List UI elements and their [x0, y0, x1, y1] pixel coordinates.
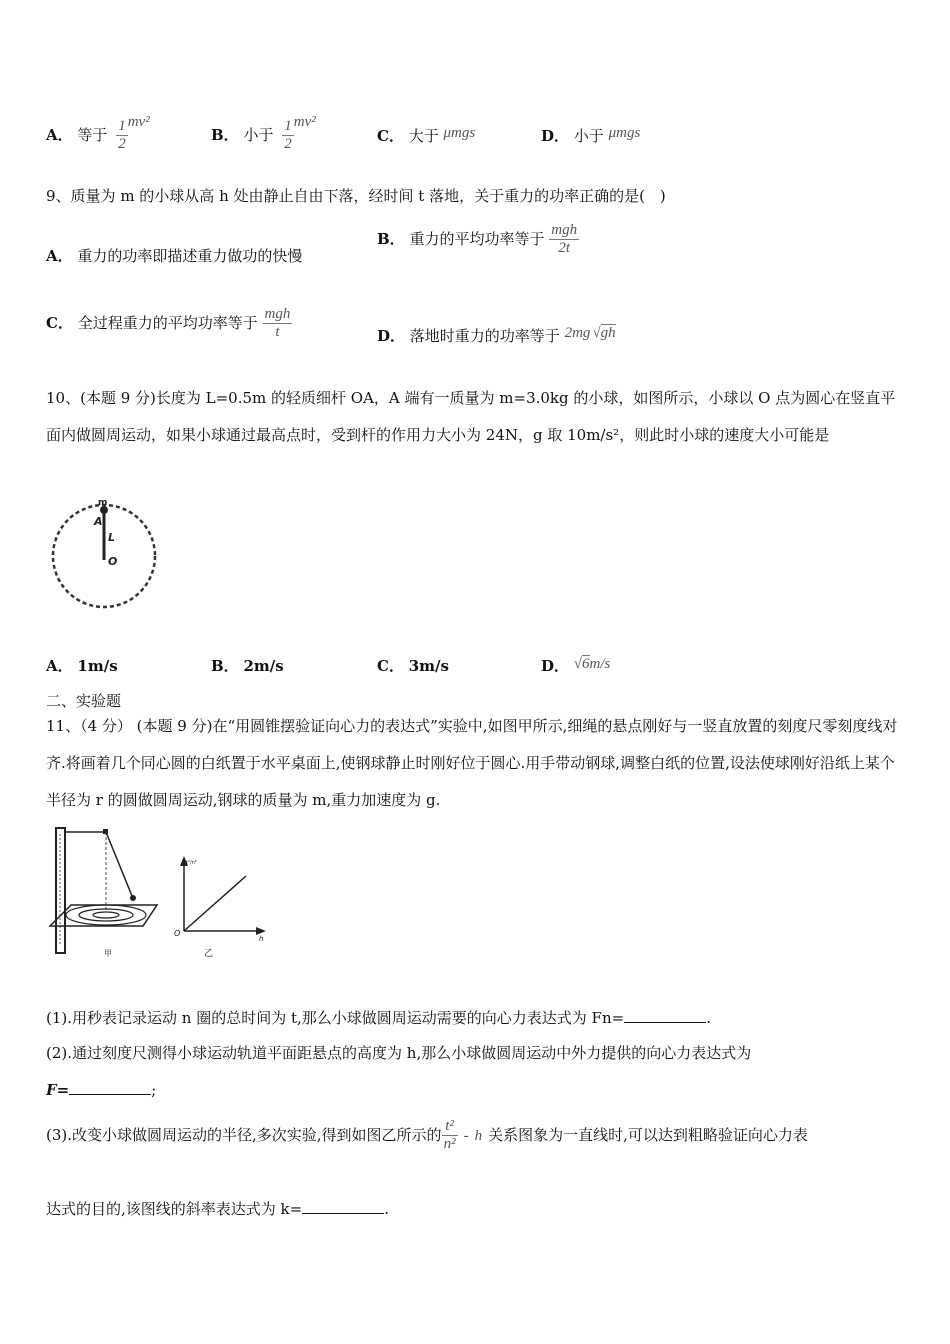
- fraction: [442, 1118, 458, 1154]
- q11-figures: [46, 826, 281, 961]
- fraction-denominator: 2t: [549, 239, 579, 257]
- q10-option-b: [211, 655, 284, 676]
- option-text: 大于: [408, 127, 439, 145]
- q11-sub3-cont: [46, 1198, 389, 1219]
- label-jia: 甲: [104, 949, 112, 958]
- label-l: L: [108, 531, 116, 544]
- math-expression: mv²: [127, 113, 150, 130]
- option-label: B．: [377, 229, 405, 248]
- sub-question-text: 达式的目的,该图线的斜率表达式为 k=: [46, 1200, 303, 1218]
- fraction-numerator: 1: [284, 118, 292, 134]
- sub-question-text: F=: [46, 1081, 70, 1099]
- option-label: D．: [377, 327, 406, 345]
- option-label: B．: [211, 125, 239, 144]
- q8-option-b: [211, 113, 316, 154]
- fraction-denominator: 2: [118, 136, 126, 153]
- q10-option-c: [377, 655, 449, 676]
- plot-line: [184, 876, 246, 931]
- unit: m/s: [589, 656, 611, 672]
- math-expression: mv²: [293, 113, 316, 130]
- fraction-denominator: n²: [443, 1136, 456, 1153]
- option-label: A．: [46, 247, 73, 265]
- option-text: 1m/s: [77, 657, 118, 675]
- x-axis-arrow: [256, 927, 266, 935]
- fraction-numerator: mgh: [551, 222, 578, 238]
- q11-stem: [46, 708, 906, 819]
- option-label: C．: [377, 127, 404, 145]
- punct: ;: [151, 1081, 157, 1099]
- q8-option-d: [541, 125, 640, 146]
- punct: .: [384, 1200, 389, 1218]
- question-stem: （4 分） (本题 9 分)在“用圆锥摆验证向心力的表达式”实验中,如图甲所示,细绳的悬点刚好与一竖直放置的刻度尺零刻度线对齐.将画着几个同心圆的白纸置于水平桌面上,使钢球静止时刚好位于圆心.用手带动钢球,调整白纸的位置,设法使球刚好沿纸上某个半径为 r 的圆做圆周运动,钢球的质量为 m,重力加速度为 g.: [46, 717, 898, 809]
- q9-option-c: [46, 306, 292, 342]
- circle-middle: [79, 909, 133, 921]
- fraction-numerator: t²: [445, 1118, 454, 1134]
- fraction: [282, 118, 294, 154]
- steel-ball: [130, 895, 136, 901]
- option-label: D．: [541, 127, 570, 145]
- q10-stem: [46, 380, 906, 454]
- question-number: 9、: [46, 187, 71, 205]
- origin-label: O: [174, 929, 181, 938]
- option-text: 全过程重力的平均功率等于: [77, 313, 258, 332]
- option-text: 3m/s: [408, 657, 449, 675]
- q9-option-a: [46, 245, 302, 266]
- q8-option-c: [377, 125, 475, 146]
- q10-figure: [46, 495, 164, 613]
- question-number: 11、: [46, 717, 81, 735]
- fraction-denominator: t: [263, 323, 293, 341]
- math-expression: 2mg: [564, 325, 591, 341]
- x-axis-label: h: [259, 935, 264, 943]
- option-text: 落地时重力的功率等于: [409, 327, 560, 345]
- section-title-text: 二、实验题: [46, 692, 122, 710]
- fraction-numerator: 1: [118, 118, 126, 134]
- q11-sub3: [46, 1118, 808, 1154]
- question-stem: (本题 9 分)长度为 L=0.5m 的轻质细杆 OA，A 端有一质量为 m=3.0kg 的小球，如图所示，小球以 O 点为圆心在竖直平面内做圆周运动，如果小球通过最高点时，受到杆的作用力大小为 24N，g 取 10m/s²，则此时小球的速度大小可能是: [46, 389, 896, 444]
- fraction-denominator: 2: [284, 136, 292, 153]
- option-label: A．: [46, 657, 73, 675]
- label-a: A: [94, 515, 103, 528]
- option-label: D．: [541, 657, 570, 675]
- sub-question-text: (3).改变小球做圆周运动的半径,多次实验,得到如图乙所示的: [46, 1125, 442, 1144]
- fraction-numerator: mgh: [264, 306, 291, 322]
- fraction: [549, 222, 579, 258]
- sub-question-text: (1).用秒表记录运动 n 圈的总时间为 t,那么小球做圆周运动需要的向心力表达式为 Fn=: [46, 1009, 625, 1027]
- dash: -: [463, 1127, 469, 1144]
- question-stem: 质量为 m 的小球从高 h 处由静止自由下落，经时间 t 落地，关于重力的功率正确的是( ): [70, 187, 666, 205]
- answer-blank[interactable]: [69, 1080, 151, 1095]
- q8-option-a: [46, 113, 150, 154]
- q9-option-d: D． 落地时重力的功率等于 2mg √gh: [377, 325, 616, 345]
- label-yi: 乙: [204, 949, 214, 959]
- q10-option-a: [46, 655, 118, 676]
- option-label: A．: [46, 125, 73, 144]
- q10-option-d: D． √6m/s: [541, 656, 611, 675]
- answer-blank[interactable]: [302, 1199, 384, 1214]
- math-expression: μmgs: [608, 125, 641, 141]
- option-text: 等于: [77, 125, 108, 144]
- q9-stem: [46, 185, 666, 206]
- q11-sub1: [46, 1007, 711, 1028]
- option-label: C．: [46, 313, 73, 332]
- sub-question-text: (2).通过刻度尺测得小球运动轨道平面距悬点的高度为 h,那么小球做圆周运动中外力提供的向心力表达式为: [46, 1044, 752, 1062]
- math-expression: μmgs: [443, 125, 476, 141]
- sub-question-text-cont: 关系图象为一直线时,可以达到粗略验证向心力表: [488, 1125, 808, 1144]
- q9-option-b: [377, 222, 579, 258]
- option-text: 重力的功率即描述重力做功的快慢: [77, 247, 303, 265]
- label-m: m: [98, 498, 108, 508]
- y-axis-label: t²/n²: [186, 860, 197, 866]
- option-text: 2m/s: [243, 657, 284, 675]
- label-o: O: [108, 555, 118, 568]
- answer-blank[interactable]: [624, 1008, 706, 1023]
- fraction: [263, 306, 293, 342]
- q11-sub2: [46, 1042, 751, 1063]
- question-number: 10、: [46, 389, 81, 407]
- circle-inner: [93, 912, 119, 918]
- sqrt-radicand: gh: [600, 325, 616, 341]
- option-text: 重力的平均功率等于: [409, 229, 545, 248]
- option-text: 小于: [243, 125, 274, 144]
- string: [106, 832, 132, 896]
- fraction: [116, 118, 128, 154]
- punct: .: [706, 1009, 711, 1027]
- q11-sub2-cont: [46, 1080, 156, 1099]
- variable-h: h: [474, 1127, 483, 1144]
- option-text: 小于: [573, 127, 604, 145]
- sqrt-radicand: 6: [582, 656, 590, 672]
- option-label: C．: [377, 657, 404, 675]
- option-label: B．: [211, 657, 239, 675]
